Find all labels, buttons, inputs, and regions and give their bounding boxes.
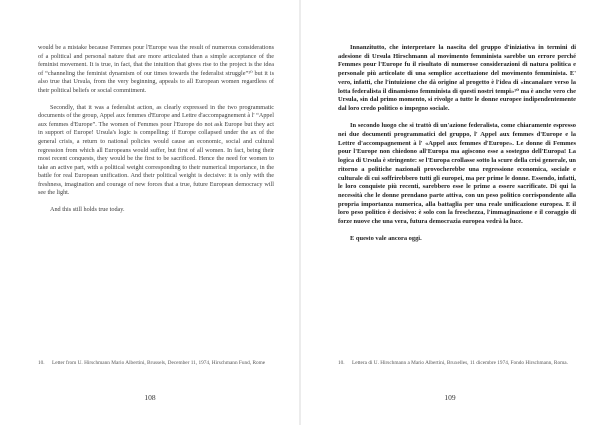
left-paragraph-3: And this still holds true today.: [50, 206, 125, 214]
left-text-column: [38, 44, 274, 215]
right-footnote-text: Lettera di U. Hirschmann a Mario Albertini, Bruxelles, 11 dicembre 1974, Fondo Hirschmann, Roma.: [352, 360, 568, 366]
right-paragraph-1: Innanzitutto, che interpretare la nascita del gruppo d'iniziativa in termini di adesione di Ursula Hirschmann al movimento femminista sarebbe un errore perché Femmes pour l'Europe fu il risultato di numerose considerazioni di natura politica e personale più articolate di una semplice accettazione del movimento femminista. E' vero, infatti, che l'intuizione che dà origine al progetto è l'idea di «incanalare verso la lotta federalista il dinamismo femminista di questi nostri tempi»¹⁰ ma è anche vero che Ursula, sin dal primo momento, si rivolge a tutte le donne europee indipendentemente dal loro credo politico o impegno sociale.: [338, 44, 576, 112]
left-page-number: 108: [144, 393, 156, 402]
left-footnote: [38, 360, 274, 367]
right-footnote-number: 10.: [338, 360, 345, 366]
right-text-column: [338, 44, 576, 244]
right-paragraph-3: E questo vale ancora oggi.: [350, 235, 422, 243]
right-page: [300, 0, 600, 425]
right-footnote: [338, 360, 576, 367]
right-page-number: 109: [444, 393, 456, 402]
right-paragraph-2: In secondo luogo che si trattò di un'azione federalista, come chiaramente espresso nei due documenti programmatici del gruppo, l' Appel aux femmes d'Europe e la Lettre d'accompagnement à l' «Appel aux femmes d'Europe». Le donne di Femmes pour l'Europe non chiedono all'Europa ma agiscono esse a sostegno dell'Europa! La logica di Ursula è stringente: se l'Europa crollasse sotto la scure della crisi generale, un ritorno a politiche nazionali provocherebbe una regressione economica, sociale e culturale di cui soffrirebbero tutti gli europei, ma per prime le donne. Essendo, infatti, le loro conquiste più recenti, sarebbero esse le prime a essere sacrificate. Di qui la necessità che le donne prendano parte attiva, con un peso politico corrispondente alla propria importanza numerica, alla battaglia per una reale unificazione europea. E il loro peso politico è decisivo: è solo con la freschezza, l'immaginazione e il coraggio di forze nuove che una vera, futura democrazia europea vedrà la luce.: [338, 122, 576, 226]
left-paragraph-2: Secondly, that it was a federalist action, as clearly expressed in the two programmatic documents of the group, Appel aux femmes d'Europe and Lettre d'accompagnement à l' “Appel aux femmes d'Europe”. The women of Femmes pour l'Europe do not ask Europe but they act in support of Europe! Ursula's logic is compelling: if Europe collapsed under the ax of the general crisis, a return to national policies would cause an economic, social and cultural regression from which all Europeans would suffer, but first of all women. In fact, being their most recent conquests, they would be the first to be sacrificed. Hence the need for women to take an active part, with a political weight corresponding to their numerical importance, in the battle for real European unification. And their political weight is decisive: it is only with the freshness, imagination and courage of new forces that a true, future European democracy will see the light.: [38, 103, 274, 197]
left-footnote-text: Letter from U. Hirschmann Mario Albertini, Brussels, December 11, 1974, Hirschmann Fund, Rome: [52, 360, 266, 366]
left-footnote-number: 10.: [38, 360, 45, 366]
left-paragraph-1: would be a mistake because Femmes pour l'Europe was the result of numerous considerations of a political and personal nature that are more articulated than a simple acceptance of the feminist movement. It is true, in fact, that the intuition that gives rise to the project is the idea of “channeling the feminist dynamism of our times towards the federalist struggle”¹⁰ but it is also true that Ursula, from the very beginning, appeals to all European women regardless of their political beliefs or social commitment.: [38, 44, 274, 94]
